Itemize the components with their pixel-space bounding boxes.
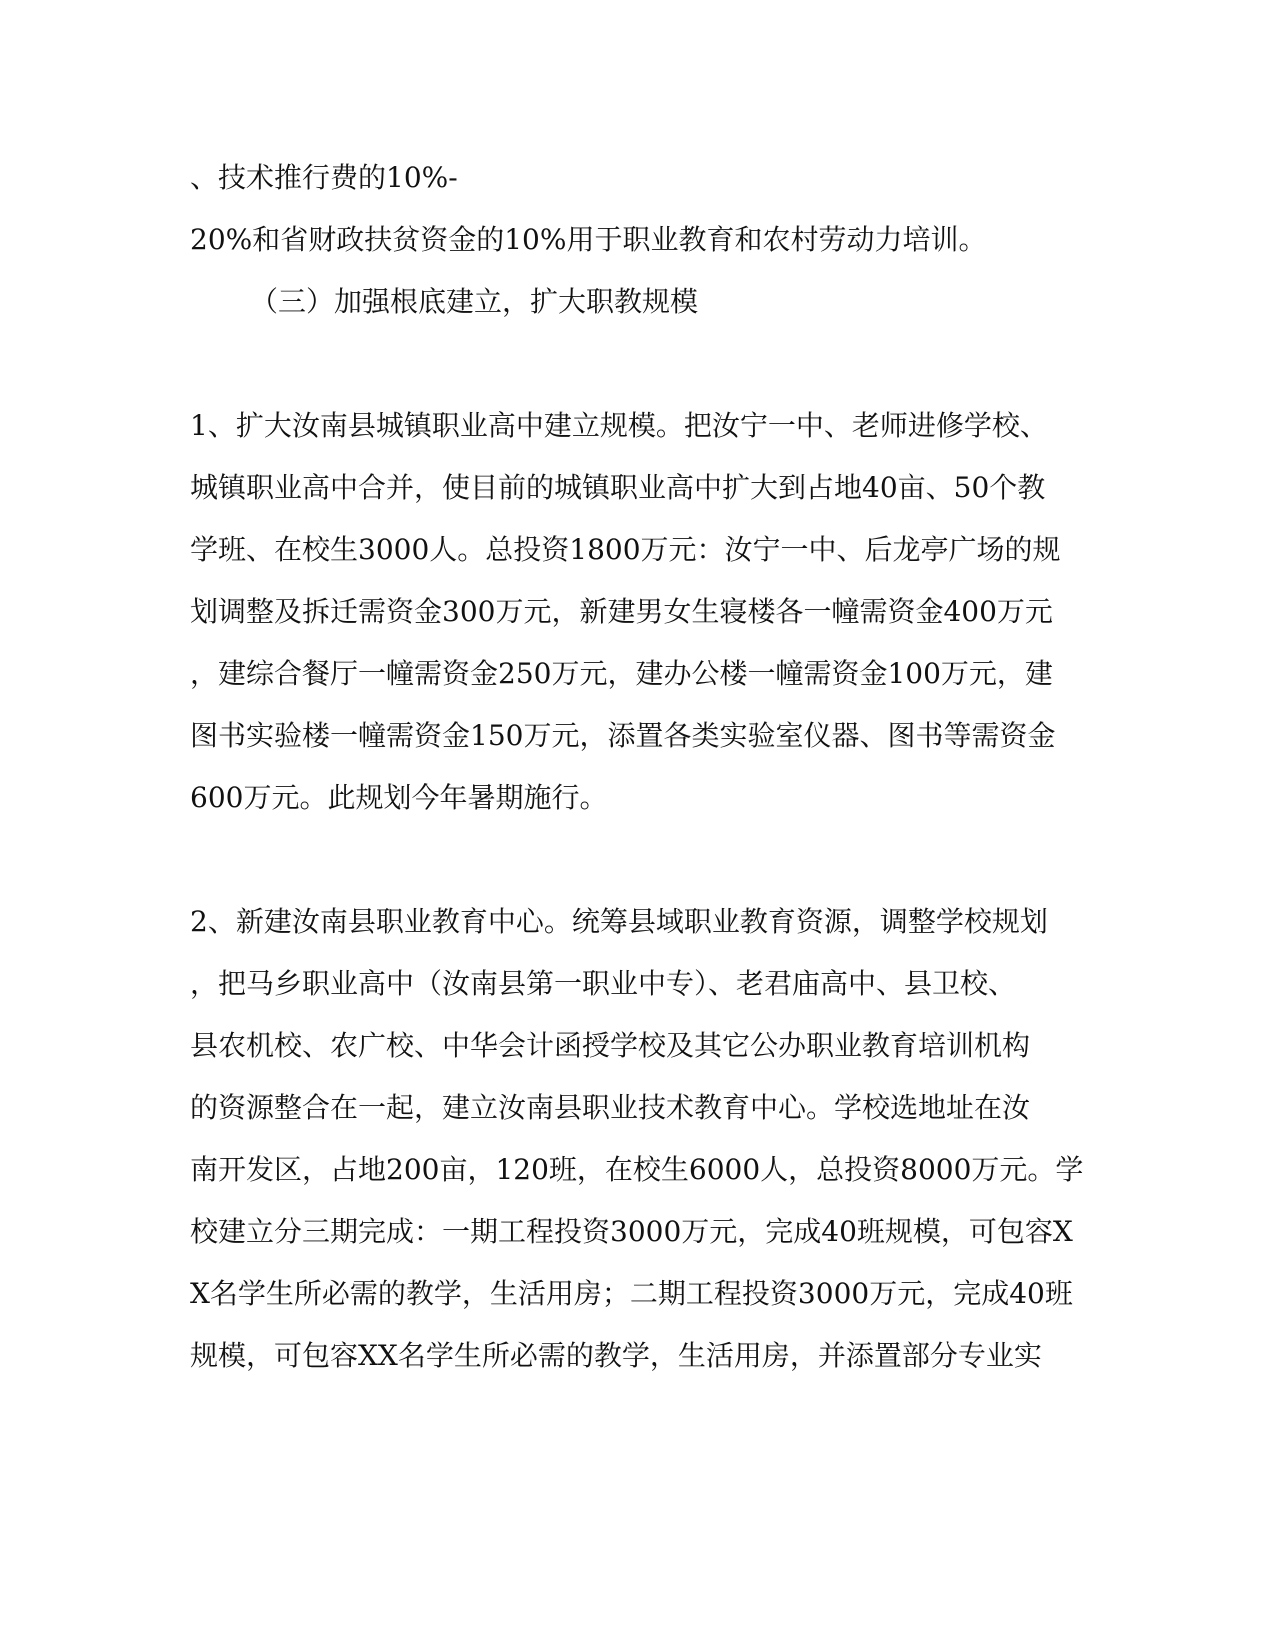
text-line: 的资源整合在一起，建立汝南县职业技术教育中心。学校选地址在汝 <box>190 1091 1031 1124</box>
text-line: 600万元。此规划今年暑期施行。 <box>190 781 608 814</box>
text-line: 学班、在校生3000人。总投资1800万元：汝宁一中、后龙亭广场的规 <box>190 533 1061 566</box>
text-line: 校建立分三期完成：一期工程投资3000万元，完成40班规模，可包容X <box>190 1215 1073 1248</box>
text-line: 、技术推行费的10%- <box>190 161 458 194</box>
text-line: 20%和省财政扶贫资金的10%用于职业教育和农村劳动力培训。 <box>190 223 987 256</box>
text-line: 2、新建汝南县职业教育中心。统筹县域职业教育资源，调整学校规划 <box>190 905 1048 938</box>
text-line: 县农机校、农广校、中华会计函授学校及其它公办职业教育培训机构 <box>190 1029 1031 1062</box>
text-line: X名学生所必需的教学，生活用房；二期工程投资3000万元，完成40班 <box>190 1277 1073 1310</box>
text-line: 图书实验楼一幢需资金150万元，添置各类实验室仪器、图书等需资金 <box>190 719 1056 752</box>
text-line: 划调整及拆迁需资金300万元，新建男女生寝楼各一幢需资金400万元 <box>190 595 1053 628</box>
text-line: ，把马乡职业高中（汝南县第一职业中专）、老君庙高中、县卫校、 <box>190 967 1017 1000</box>
text-line: 1、扩大汝南县城镇职业高中建立规模。把汝宁一中、老师进修学校、 <box>190 409 1048 442</box>
text-line: ，建综合餐厅一幢需资金250万元，建办公楼一幢需资金100万元，建 <box>190 657 1053 690</box>
section-heading: （三）加强根底建立，扩大职教规模 <box>250 285 699 318</box>
text-line: 规模，可包容XX名学生所必需的教学，生活用房，并添置部分专业实 <box>190 1339 1042 1372</box>
text-line: 城镇职业高中合并，使目前的城镇职业高中扩大到占地40亩、50个教 <box>190 471 1046 504</box>
text-line: 南开发区，占地200亩，120班，在校生6000人，总投资8000万元。学 <box>190 1153 1084 1186</box>
